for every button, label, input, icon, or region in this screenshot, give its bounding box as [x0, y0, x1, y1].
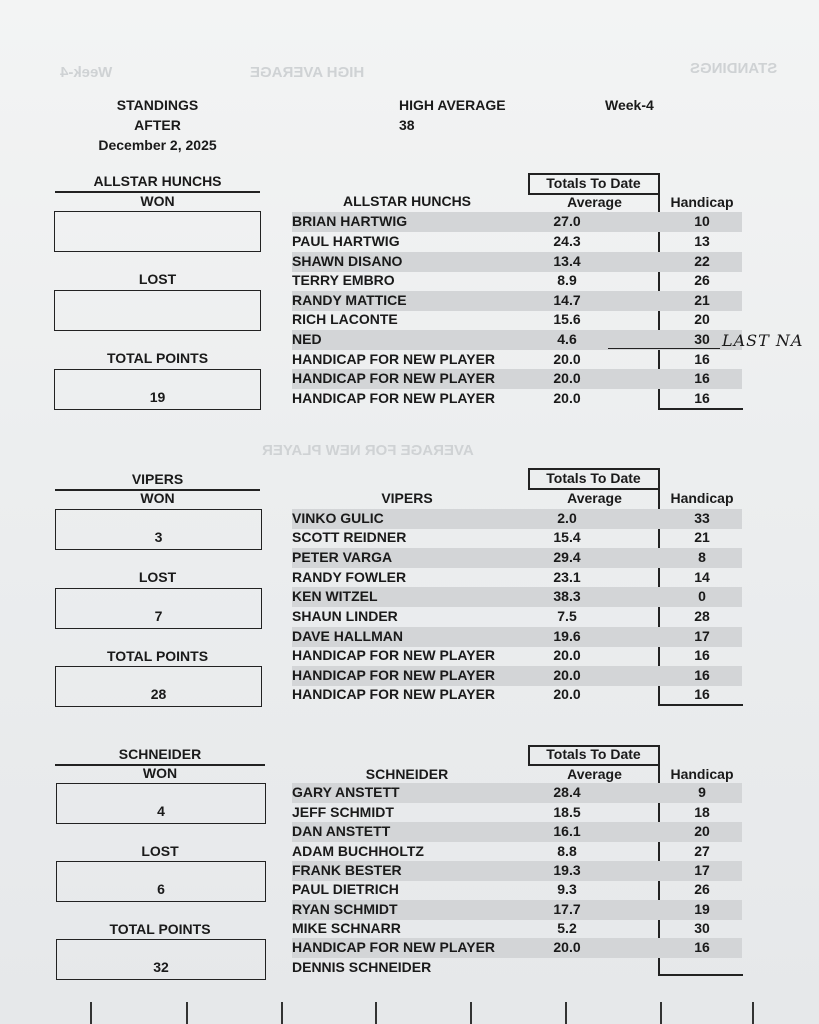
player-row — [292, 803, 742, 823]
player-row — [292, 509, 742, 529]
handicap-header: Handicap — [670, 490, 734, 506]
player-average: 14.7 — [553, 292, 581, 308]
player-average: 17.7 — [553, 901, 581, 917]
player-average: 20.0 — [553, 939, 581, 955]
player-row — [292, 822, 742, 842]
average-header: Average — [567, 490, 622, 506]
player-name: VINKO GULIC — [292, 510, 384, 526]
won-label: WON — [142, 765, 178, 781]
player-row — [292, 607, 742, 627]
player-handicap: 16 — [694, 647, 710, 663]
won-box — [55, 509, 262, 550]
total-points-box — [55, 666, 262, 707]
player-handicap: 13 — [694, 233, 710, 249]
player-average: 5.2 — [557, 920, 577, 936]
player-average: 18.5 — [553, 804, 581, 820]
divider — [565, 1002, 567, 1024]
lost-box — [54, 290, 261, 331]
player-name: KEN WITZEL — [292, 588, 378, 604]
player-handicap: 21 — [694, 529, 710, 545]
player-handicap: 17 — [694, 628, 710, 644]
total-points-value: 32 — [153, 959, 169, 975]
won-value: 4 — [157, 803, 165, 819]
player-average: 20.0 — [553, 370, 581, 386]
player-name: FRANK BESTER — [292, 862, 402, 878]
player-name: SCOTT REIDNER — [292, 529, 407, 545]
player-name: SHAUN LINDER — [292, 608, 398, 624]
team-name-roster: VIPERS — [381, 490, 433, 506]
player-row — [292, 350, 742, 370]
player-name: BRIAN HARTWIG — [292, 213, 408, 229]
standings-header — [90, 95, 225, 155]
standings-title: STANDINGS — [116, 97, 199, 113]
player-average: 8.9 — [557, 272, 577, 288]
player-average: 8.8 — [557, 843, 577, 859]
player-handicap: 22 — [694, 253, 710, 269]
won-box — [54, 211, 261, 252]
player-row — [292, 310, 742, 330]
standings-date: December 2, 2025 — [98, 137, 217, 153]
total-points-label: TOTAL POINTS — [106, 648, 209, 664]
player-handicap: 16 — [694, 939, 710, 955]
totals-to-date-header: Totals To Date — [546, 175, 641, 191]
player-name: RYAN SCHMIDT — [292, 901, 398, 917]
player-row — [292, 330, 742, 350]
player-handicap: 16 — [694, 370, 710, 386]
divider — [470, 1002, 472, 1024]
player-row — [292, 212, 742, 232]
player-name: HANDICAP FOR NEW PLAYER — [292, 667, 496, 683]
player-row — [292, 861, 742, 881]
bleed-through-text: AVERAGE FOR NEW PLAYER — [262, 442, 474, 459]
divider — [660, 1002, 662, 1024]
team-name-left: SCHNEIDER — [118, 746, 202, 762]
player-average: 28.4 — [553, 784, 581, 800]
player-handicap: 8 — [698, 549, 706, 565]
won-box — [56, 783, 266, 824]
player-average: 2.0 — [557, 510, 577, 526]
player-row — [292, 528, 742, 548]
total-points-box — [54, 369, 261, 410]
player-average: 23.1 — [553, 569, 581, 585]
totals-to-date-header: Totals To Date — [546, 470, 641, 486]
player-average: 13.4 — [553, 253, 581, 269]
divider — [281, 1002, 283, 1024]
totals-to-date-header: Totals To Date — [546, 746, 641, 762]
player-name: DAN ANSTETT — [292, 823, 391, 839]
handwritten-underline — [608, 348, 720, 349]
player-average: 15.4 — [553, 529, 581, 545]
player-name: HANDICAP FOR NEW PLAYER — [292, 370, 496, 386]
player-name: DENNIS SCHNEIDER — [292, 959, 432, 975]
player-handicap: 17 — [694, 862, 710, 878]
player-handicap: 30 — [694, 331, 710, 347]
handicap-header: Handicap — [670, 194, 734, 210]
won-label: WON — [140, 193, 175, 209]
handicap-header: Handicap — [670, 766, 734, 782]
player-name: PAUL DIETRICH — [292, 881, 399, 897]
player-average: 19.6 — [553, 628, 581, 644]
player-handicap: 9 — [698, 784, 706, 800]
divider — [752, 1002, 754, 1024]
high-average-block — [399, 95, 506, 135]
player-row — [292, 880, 742, 900]
player-handicap: 26 — [694, 881, 710, 897]
player-handicap: 21 — [694, 292, 710, 308]
divider — [90, 1002, 92, 1024]
player-name: HANDICAP FOR NEW PLAYER — [292, 351, 496, 367]
lost-label: LOST — [138, 271, 177, 287]
player-name: JEFF SCHMIDT — [292, 804, 394, 820]
player-handicap: 26 — [694, 272, 710, 288]
player-average: 27.0 — [553, 213, 581, 229]
player-name: RANDY MATTICE — [292, 292, 407, 308]
player-handicap: 20 — [694, 823, 710, 839]
player-average: 20.0 — [553, 351, 581, 367]
player-average: 29.4 — [553, 549, 581, 565]
player-handicap: 16 — [694, 667, 710, 683]
team-name-roster: SCHNEIDER — [365, 766, 449, 782]
total-points-box — [56, 939, 266, 980]
team-name-roster: ALLSTAR HUNCHS — [342, 193, 472, 209]
total-points-label: TOTAL POINTS — [109, 921, 211, 937]
player-name: HANDICAP FOR NEW PLAYER — [292, 390, 496, 406]
player-handicap: 16 — [694, 686, 710, 702]
player-average: 4.6 — [557, 331, 577, 347]
player-average: 15.6 — [553, 311, 581, 327]
player-handicap: 27 — [694, 843, 710, 859]
standings-after: AFTER — [134, 117, 181, 133]
team-name-left: ALLSTAR HUNCHS — [93, 173, 222, 189]
player-average: 7.5 — [557, 608, 577, 624]
player-name: MIKE SCHNARR — [292, 920, 401, 936]
player-row — [292, 587, 742, 607]
player-row — [292, 685, 742, 705]
player-row — [292, 627, 742, 647]
won-label: WON — [140, 490, 175, 506]
player-row — [292, 291, 742, 311]
player-handicap: 16 — [694, 351, 710, 367]
player-row — [292, 938, 742, 958]
player-average: 9.3 — [557, 881, 577, 897]
divider — [186, 1002, 188, 1024]
player-handicap: 16 — [694, 390, 710, 406]
high-average-label: HIGH AVERAGE — [399, 97, 506, 113]
team-name-left: VIPERS — [131, 471, 184, 487]
lost-value: 7 — [154, 608, 163, 624]
player-name: TERRY EMBRO — [292, 272, 395, 288]
player-row — [292, 958, 742, 978]
player-row — [292, 548, 742, 568]
player-handicap: 30 — [694, 920, 710, 936]
player-average: 20.0 — [553, 390, 581, 406]
player-name: SHAWN DISANO — [292, 253, 403, 269]
player-row — [292, 646, 742, 666]
player-name: GARY ANSTETT — [292, 784, 400, 800]
player-handicap: 14 — [694, 569, 710, 585]
lost-box — [55, 588, 262, 629]
player-average: 38.3 — [553, 588, 581, 604]
player-name: HANDICAP FOR NEW PLAYER — [292, 686, 496, 702]
player-average: 20.0 — [553, 667, 581, 683]
lost-box — [56, 861, 266, 902]
player-average: 20.0 — [553, 686, 581, 702]
lost-label: LOST — [138, 569, 177, 585]
bleed-through-text: HIGH AVERAGE — [250, 64, 365, 81]
player-name: HANDICAP FOR NEW PLAYER — [292, 647, 496, 663]
player-average: 19.3 — [553, 862, 581, 878]
player-handicap: 20 — [694, 311, 710, 327]
player-name: HANDICAP FOR NEW PLAYER — [292, 939, 496, 955]
week-label: Week-4 — [605, 97, 654, 113]
player-row — [292, 389, 742, 409]
player-name: DAVE HALLMAN — [292, 628, 403, 644]
won-value: 3 — [154, 529, 163, 545]
divider — [375, 1002, 377, 1024]
player-handicap: 28 — [694, 608, 710, 624]
player-name: PETER VARGA — [292, 549, 393, 565]
player-row — [292, 919, 742, 939]
high-average-value: 38 — [399, 117, 415, 133]
player-name: PAUL HARTWIG — [292, 233, 400, 249]
total-points-value: 19 — [149, 389, 166, 405]
bleed-through-text: Week-4 — [60, 64, 113, 81]
total-points-value: 28 — [150, 686, 167, 702]
player-handicap: 18 — [694, 804, 710, 820]
player-row — [292, 842, 742, 862]
player-name: NED — [292, 331, 322, 347]
player-row — [292, 369, 742, 389]
lost-value: 6 — [157, 881, 165, 897]
average-header: Average — [567, 766, 622, 782]
player-handicap: 33 — [694, 510, 710, 526]
handwritten-note: LAST NA — [722, 331, 804, 350]
player-row — [292, 232, 742, 252]
player-name: ADAM BUCHHOLTZ — [292, 843, 424, 859]
player-row — [292, 252, 742, 272]
average-header: Average — [567, 194, 622, 210]
player-row — [292, 783, 742, 803]
player-handicap: 19 — [694, 901, 710, 917]
player-average: 24.3 — [553, 233, 581, 249]
lost-label: LOST — [141, 843, 179, 859]
player-handicap: 0 — [698, 588, 706, 604]
player-name: RICH LACONTE — [292, 311, 398, 327]
total-points-label: TOTAL POINTS — [106, 350, 209, 366]
player-row — [292, 666, 742, 686]
player-row — [292, 271, 742, 291]
bleed-through-text: STANDINGS — [690, 60, 778, 77]
player-handicap: 10 — [694, 213, 710, 229]
player-average: 20.0 — [553, 647, 581, 663]
player-row — [292, 568, 742, 588]
player-row — [292, 900, 742, 920]
player-name: RANDY FOWLER — [292, 569, 407, 585]
player-average: 16.1 — [553, 823, 581, 839]
